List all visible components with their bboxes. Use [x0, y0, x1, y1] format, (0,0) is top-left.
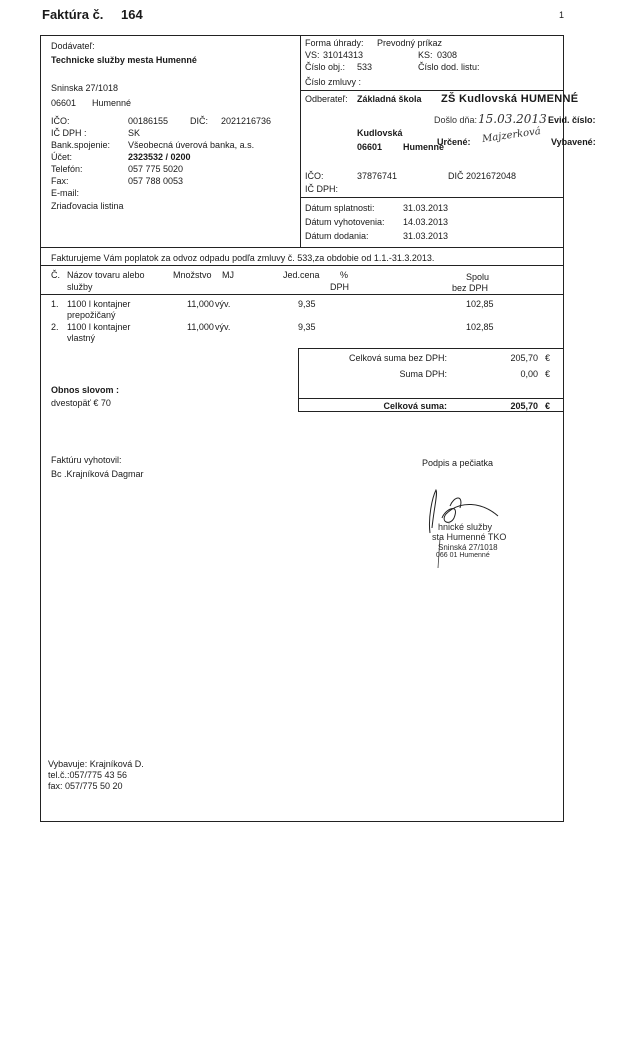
received-date: 15.03.2013: [478, 112, 547, 126]
net-total: 205,70: [510, 353, 538, 363]
stamp-line4: 066 01 Humenné: [436, 552, 490, 559]
supplier-name: Technicke služby mesta Humenné: [51, 55, 197, 65]
row-name-2: prepožičaný: [67, 310, 116, 320]
col-no: Č.: [51, 270, 60, 280]
row-no: 1.: [51, 299, 59, 309]
assigned-label: Určené:: [437, 137, 471, 147]
stamp-line1: hnické služby: [438, 522, 493, 532]
net-currency: €: [545, 353, 551, 363]
customer-city: Humenné: [403, 142, 445, 152]
col-name-1: Názov tovaru alebo: [67, 270, 145, 280]
invoice-title: [42, 7, 143, 22]
delivery-date: 31.03.2013: [403, 231, 449, 241]
row-unit: výv.: [215, 299, 231, 309]
row-qty: 11,000: [187, 322, 214, 332]
issued-date-label: Dátum vyhotovenia:: [305, 217, 385, 227]
supplier-email-label: E-mail:: [51, 188, 80, 198]
ks-value: 0308: [437, 50, 458, 60]
vat-total: 0,00: [520, 369, 538, 379]
company-stamp: [420, 488, 540, 568]
customer-ico-label: IČO:: [305, 171, 324, 181]
supplier-label: Dodávateľ:: [51, 41, 95, 51]
supplier-phone-label: Telefón:: [51, 164, 83, 174]
supplier-dic-label: DIČ:: [190, 116, 208, 126]
supplier-phone: 057 775 5020: [128, 164, 184, 174]
gross-total: 205,70: [510, 401, 538, 411]
supplier-ico-label: IČO:: [51, 116, 70, 126]
delivery-date-label: Dátum dodania:: [305, 231, 369, 241]
row-no: 2.: [51, 322, 59, 332]
supplier-account: 2323532 / 0200: [128, 152, 191, 162]
gross-total-label: Celková suma:: [383, 401, 447, 411]
handled-label: Vybavené:: [551, 137, 596, 147]
row-price: 9,35: [298, 322, 316, 332]
col-qty: Množstvo: [173, 270, 212, 280]
supplier-founding: Zriaďovacia listina: [51, 201, 124, 211]
supplier-account-label: Účet:: [51, 152, 73, 162]
col-total-1: Spolu: [466, 272, 490, 282]
divider-vertical: [300, 35, 301, 247]
vs-label: VS:: [305, 50, 320, 60]
footer-fax: fax: 057/775 50 20: [48, 781, 123, 791]
supplier-street: Sninska 27/1018: [51, 83, 119, 93]
signature-label: Podpis a pečiatka: [422, 458, 494, 468]
divider-payment: [300, 90, 564, 91]
customer-ico: 37876741: [357, 171, 398, 181]
row-total: 102,85: [466, 299, 494, 309]
vs-value: 31014313: [323, 50, 364, 60]
words-value: dvestopäť € 70: [51, 398, 111, 408]
supplier-bank-label: Bank.spojenie:: [51, 140, 111, 150]
supplier-zip: 06601: [51, 98, 77, 108]
col-total-2: bez DPH: [452, 283, 489, 293]
divider-intro-top: [40, 247, 564, 248]
row-name-2: vlastný: [67, 333, 96, 343]
customer-zip: 06601: [357, 142, 383, 152]
words-label: Obnos slovom :: [51, 385, 120, 395]
totals-divider: [298, 398, 564, 399]
divider-table-top: [40, 265, 564, 266]
customer-label: Odberateľ:: [305, 94, 348, 104]
col-name-2: služby: [67, 282, 93, 292]
supplier-fax: 057 788 0053: [128, 176, 184, 186]
issuer-name: Bc .Krajníková Dagmar: [51, 469, 144, 479]
supplier-icdph: SK: [128, 128, 141, 138]
customer-dic-label: DIČ: [448, 171, 464, 181]
page-number: 1: [559, 10, 565, 20]
order-value: 533: [357, 62, 373, 72]
row-qty: 11,000: [187, 299, 214, 309]
invoice-frame: [40, 35, 564, 822]
col-price: Jed.cena: [283, 270, 320, 280]
supplier-dic: 2021216736: [221, 116, 272, 126]
supplier-icdph-label: IČ DPH :: [51, 128, 87, 138]
issuer-label: Faktúru vyhotovil:: [51, 455, 122, 465]
due-date-label: Dátum splatnosti:: [305, 203, 375, 213]
supplier-ico: 00186155: [128, 116, 169, 126]
vat-total-label: Suma DPH:: [399, 369, 447, 379]
invoice-intro: Fakturujeme Vám poplatok za odvoz odpadu podľa zmluvy č. 533,za obdobie od 1.1.-31.3.2013.: [51, 253, 435, 263]
handled-by: Vybavuje: Krajníková D.: [48, 759, 144, 769]
issued-date: 14.03.2013: [403, 217, 449, 227]
gross-currency: €: [545, 401, 551, 411]
customer-icdph-label: IČ DPH:: [305, 184, 339, 194]
vat-currency: €: [545, 369, 551, 379]
invoice-number: 164: [121, 7, 143, 22]
payment-method-label: Forma úhrady:: [305, 38, 364, 48]
supplier-fax-label: Fax:: [51, 176, 69, 186]
col-unit: MJ: [222, 270, 234, 280]
ks-label: KS:: [418, 50, 433, 60]
payment-method: Prevodný príkaz: [377, 38, 443, 48]
col-vat-1: %: [340, 270, 349, 280]
supplier-city: Humenné: [92, 98, 132, 108]
row-unit: výv.: [215, 322, 231, 332]
stamp-line3: Sninská 27/1018: [438, 543, 498, 552]
evid-label: Evid. číslo:: [548, 115, 596, 125]
divider-customer: [300, 197, 564, 198]
row-name-1: 1100 l kontajner: [67, 299, 131, 309]
col-vat-2: DPH: [330, 282, 350, 292]
row-total: 102,85: [466, 322, 494, 332]
due-date: 31.03.2013: [403, 203, 449, 213]
customer-dic: 2021672048: [466, 171, 517, 181]
supplier-bank: Všeobecná úverová banka, a.s.: [128, 140, 255, 150]
net-total-label: Celková suma bez DPH:: [348, 353, 447, 363]
invoice-title-label: Faktúra č.: [42, 7, 104, 22]
divider-table-header: [40, 294, 564, 295]
customer-stamp-title: ZŠ Kudlovská HUMENNÉ: [441, 93, 579, 105]
customer-name: Základná škola: [357, 94, 422, 104]
stamp-line2: sta Humenné TKO: [432, 532, 507, 542]
order-label: Číslo obj.:: [305, 62, 346, 72]
row-name-1: 1100 l kontajner: [67, 322, 131, 332]
contract-label: Číslo zmluvy :: [305, 77, 362, 87]
received-label: Došlo dňa:: [434, 115, 478, 125]
row-price: 9,35: [298, 299, 316, 309]
assigned-signature: Majzerková: [481, 125, 542, 146]
footer-tel: tel.č.:057/775 43 56: [48, 770, 128, 780]
customer-street: Kudlovská: [357, 128, 403, 138]
delivery-note-label: Číslo dod. listu:: [418, 62, 480, 72]
